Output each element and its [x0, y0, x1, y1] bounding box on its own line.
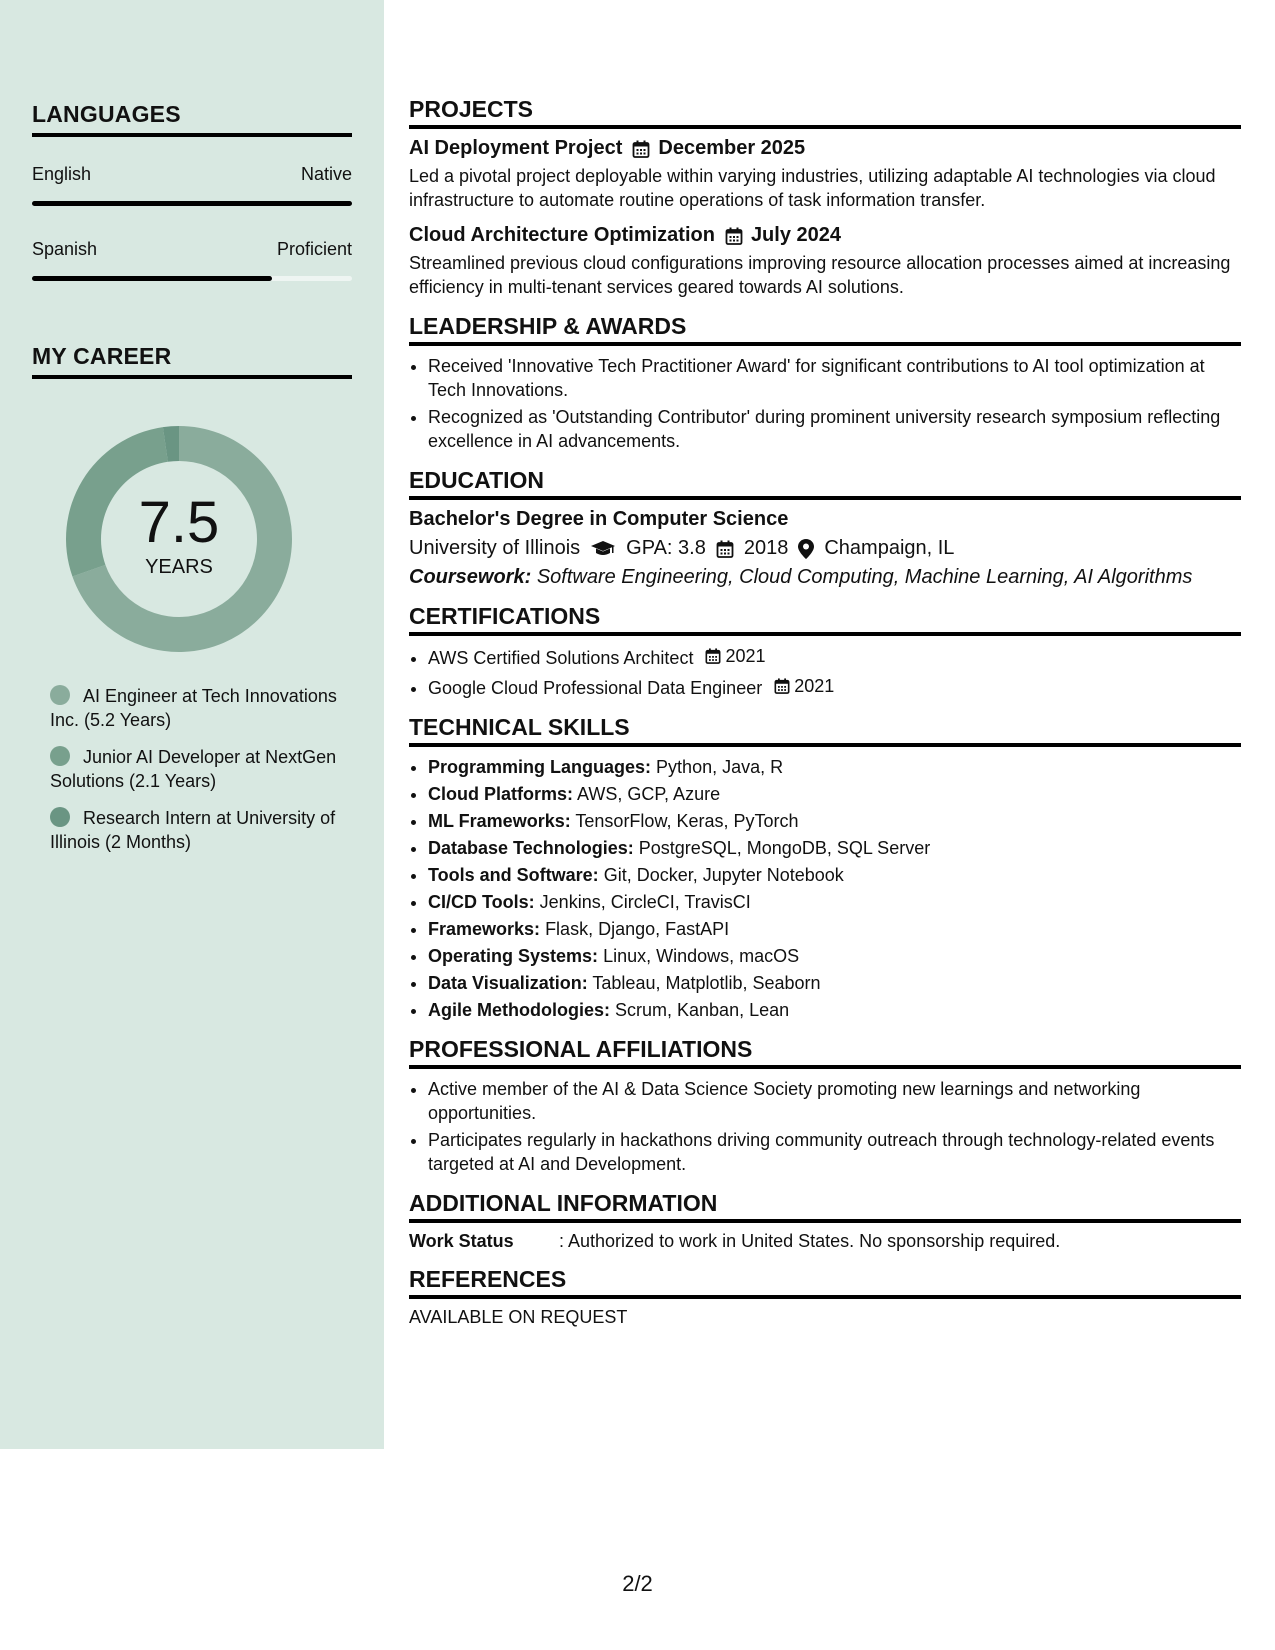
skills-title: TECHNICAL SKILLS: [409, 714, 1241, 747]
career-legend-label: Research Intern at University of Illinois (2 Months): [50, 808, 336, 852]
skill-label: Tools and Software:: [428, 865, 599, 885]
language-proficiency-fill: [32, 201, 352, 206]
career-legend-label: AI Engineer at Tech Innovations Inc. (5.2 Years): [50, 686, 337, 730]
graduation-cap-icon: [590, 540, 616, 558]
skill-label: ML Frameworks:: [428, 811, 571, 831]
skill-value: Tableau, Matplotlib, Seaborn: [592, 973, 821, 993]
leadership-item: • Received 'Innovative Tech Practitioner Award' for significant contributions to AI tool optimization at Tech Innovations.: [428, 354, 1241, 402]
language-level: Proficient: [276, 239, 352, 259]
work-status-label: Work Status: [409, 1231, 514, 1251]
language-proficiency-bar: [32, 201, 352, 206]
leadership-title: LEADERSHIP & AWARDS: [409, 313, 1241, 346]
languages-title: LANGUAGES: [32, 101, 352, 137]
main-content: [409, 96, 1241, 1342]
skill-item: [428, 809, 1241, 833]
certification-date: [705, 644, 765, 668]
language-name: English: [32, 164, 92, 184]
work-status-value: : Authorized to work in United States. No sponsorship required.: [559, 1231, 1061, 1251]
page-number: 2/2: [622, 1571, 653, 1596]
calendar-icon: [716, 540, 734, 558]
education-details: [409, 537, 1241, 560]
calendar-icon: [632, 140, 650, 158]
language-name: Spanish: [32, 239, 98, 259]
calendar-icon: [705, 648, 721, 664]
skill-value: Linux, Windows, macOS: [603, 946, 800, 966]
language-proficiency-fill: [32, 276, 272, 281]
coursework: [409, 566, 1241, 589]
skill-item: [428, 755, 1241, 779]
project-date: [725, 224, 841, 247]
career-title: MY CAREER: [32, 343, 352, 379]
graduation-year: 2018: [743, 537, 789, 559]
skill-label: Operating Systems:: [428, 946, 599, 966]
skill-value: Git, Docker, Jupyter Notebook: [603, 865, 844, 885]
languages-list: [32, 164, 352, 281]
skills-section: [409, 714, 1241, 1022]
career-total: 7.5: [138, 489, 220, 555]
certification-name: AWS Certified Solutions Architect: [428, 648, 694, 668]
career-donut-chart: [64, 424, 294, 654]
additional-info-section: [409, 1190, 1241, 1252]
school-name: University of Illinois: [409, 537, 581, 559]
degree: Bachelor's Degree in Computer Science: [409, 508, 789, 530]
language-row: [32, 164, 352, 185]
coursework-label: Coursework:: [409, 566, 532, 588]
affiliations-title: PROFESSIONAL AFFILIATIONS: [409, 1036, 1241, 1069]
affiliations-list: [409, 1077, 1241, 1176]
skills-list: [409, 755, 1241, 1022]
calendar-icon: [725, 227, 743, 245]
certifications-list: [409, 644, 1241, 700]
language-proficiency-bar: [32, 276, 352, 281]
skill-value: Flask, Django, FastAPI: [545, 919, 730, 939]
skill-label: Data Visualization:: [428, 973, 588, 993]
career-legend-item: [50, 806, 340, 854]
certification-item: [428, 644, 1241, 670]
skill-item: [428, 998, 1241, 1022]
affiliations-section: [409, 1036, 1241, 1176]
skill-label: Frameworks:: [428, 919, 541, 939]
certification-date: [774, 674, 834, 698]
leadership-item: • Recognized as 'Outstanding Contributor' during prominent university research symposium reflecting excellence in AI advancements.: [428, 405, 1241, 453]
skill-value: Jenkins, CircleCI, TravisCI: [539, 892, 751, 912]
skill-value: TensorFlow, Keras, PyTorch: [575, 811, 799, 831]
languages-section: [32, 101, 352, 281]
skill-label: Database Technologies:: [428, 838, 634, 858]
skill-item: [428, 782, 1241, 806]
certification-year: 2021: [794, 676, 835, 696]
references-text: AVAILABLE ON REQUEST: [409, 1307, 628, 1327]
sidebar: [0, 0, 384, 1449]
work-status-row: [409, 1231, 1241, 1252]
project-name: Cloud Architecture Optimization: [409, 224, 715, 246]
projects-section: [409, 96, 1241, 299]
project-date-text: December 2025: [658, 137, 806, 159]
references-section: [409, 1266, 1241, 1328]
legend-dot-icon: [50, 807, 70, 827]
project-title-row: [409, 224, 1241, 247]
skill-item: [428, 836, 1241, 860]
language-row: [32, 239, 352, 260]
location: Champaign, IL: [824, 537, 955, 559]
legend-dot-icon: [50, 746, 70, 766]
skill-item: [428, 917, 1241, 941]
skill-value: PostgreSQL, MongoDB, SQL Server: [638, 838, 931, 858]
calendar-icon: [774, 678, 790, 694]
legend-dot-icon: [50, 685, 70, 705]
location-pin-icon: [798, 539, 814, 559]
project-description: Led a pivotal project deployable within varying industries, utilizing adaptable AI technologies via cloud infrastructure to automate routine operations of task information transfer.: [409, 166, 1216, 210]
project-date: [632, 137, 805, 160]
education-section: [409, 467, 1241, 589]
certifications-title: CERTIFICATIONS: [409, 603, 1241, 636]
project-date-text: July 2024: [750, 224, 842, 246]
career-legend-label: Junior AI Developer at NextGen Solutions (2.1 Years): [50, 747, 337, 791]
certification-item: [428, 674, 1241, 700]
project-name: AI Deployment Project: [409, 137, 623, 159]
skill-item: [428, 944, 1241, 968]
donut-center: [64, 424, 294, 654]
skill-label: Cloud Platforms:: [428, 784, 574, 804]
leadership-list: [409, 354, 1241, 453]
certification-name: Google Cloud Professional Data Engineer: [428, 678, 763, 698]
career-unit: YEARS: [145, 555, 213, 578]
skill-item: [428, 971, 1241, 995]
language-level: Native: [300, 164, 352, 184]
projects-title: PROJECTS: [409, 96, 1241, 129]
coursework-text: Software Engineering, Cloud Computing, Machine Learning, AI Algorithms: [536, 566, 1193, 588]
career-legend: [50, 684, 340, 867]
skill-label: CI/CD Tools:: [428, 892, 535, 912]
education-title: EDUCATION: [409, 467, 1241, 500]
career-section: [32, 343, 352, 379]
affiliation-item: • Active member of the AI & Data Science Society promoting new learnings and networking opportunities.: [428, 1077, 1241, 1125]
project-description: Streamlined previous cloud configurations improving resource allocation processes aimed at increasing efficiency in multi-tenant services geared towards AI solutions.: [409, 253, 1231, 297]
skill-value: AWS, GCP, Azure: [577, 784, 721, 804]
project-title-row: [409, 137, 1241, 160]
skill-label: Programming Languages:: [428, 757, 652, 777]
certification-year: 2021: [725, 646, 766, 666]
affiliation-item: • Participates regularly in hackathons driving community outreach through technology-related events targeted at AI and Development.: [428, 1128, 1241, 1176]
skill-item: [428, 890, 1241, 914]
certifications-section: [409, 603, 1241, 700]
skill-label: Agile Methodologies:: [428, 1000, 610, 1020]
skill-item: [428, 863, 1241, 887]
skill-value: Scrum, Kanban, Lean: [615, 1000, 790, 1020]
skill-value: Python, Java, R: [656, 757, 784, 777]
references-title: REFERENCES: [409, 1266, 1241, 1299]
career-legend-item: [50, 684, 340, 732]
career-legend-item: [50, 745, 340, 793]
projects-list: [409, 137, 1241, 299]
gpa: GPA: 3.8: [626, 537, 706, 559]
additional-info-title: ADDITIONAL INFORMATION: [409, 1190, 1241, 1223]
leadership-section: [409, 313, 1241, 453]
